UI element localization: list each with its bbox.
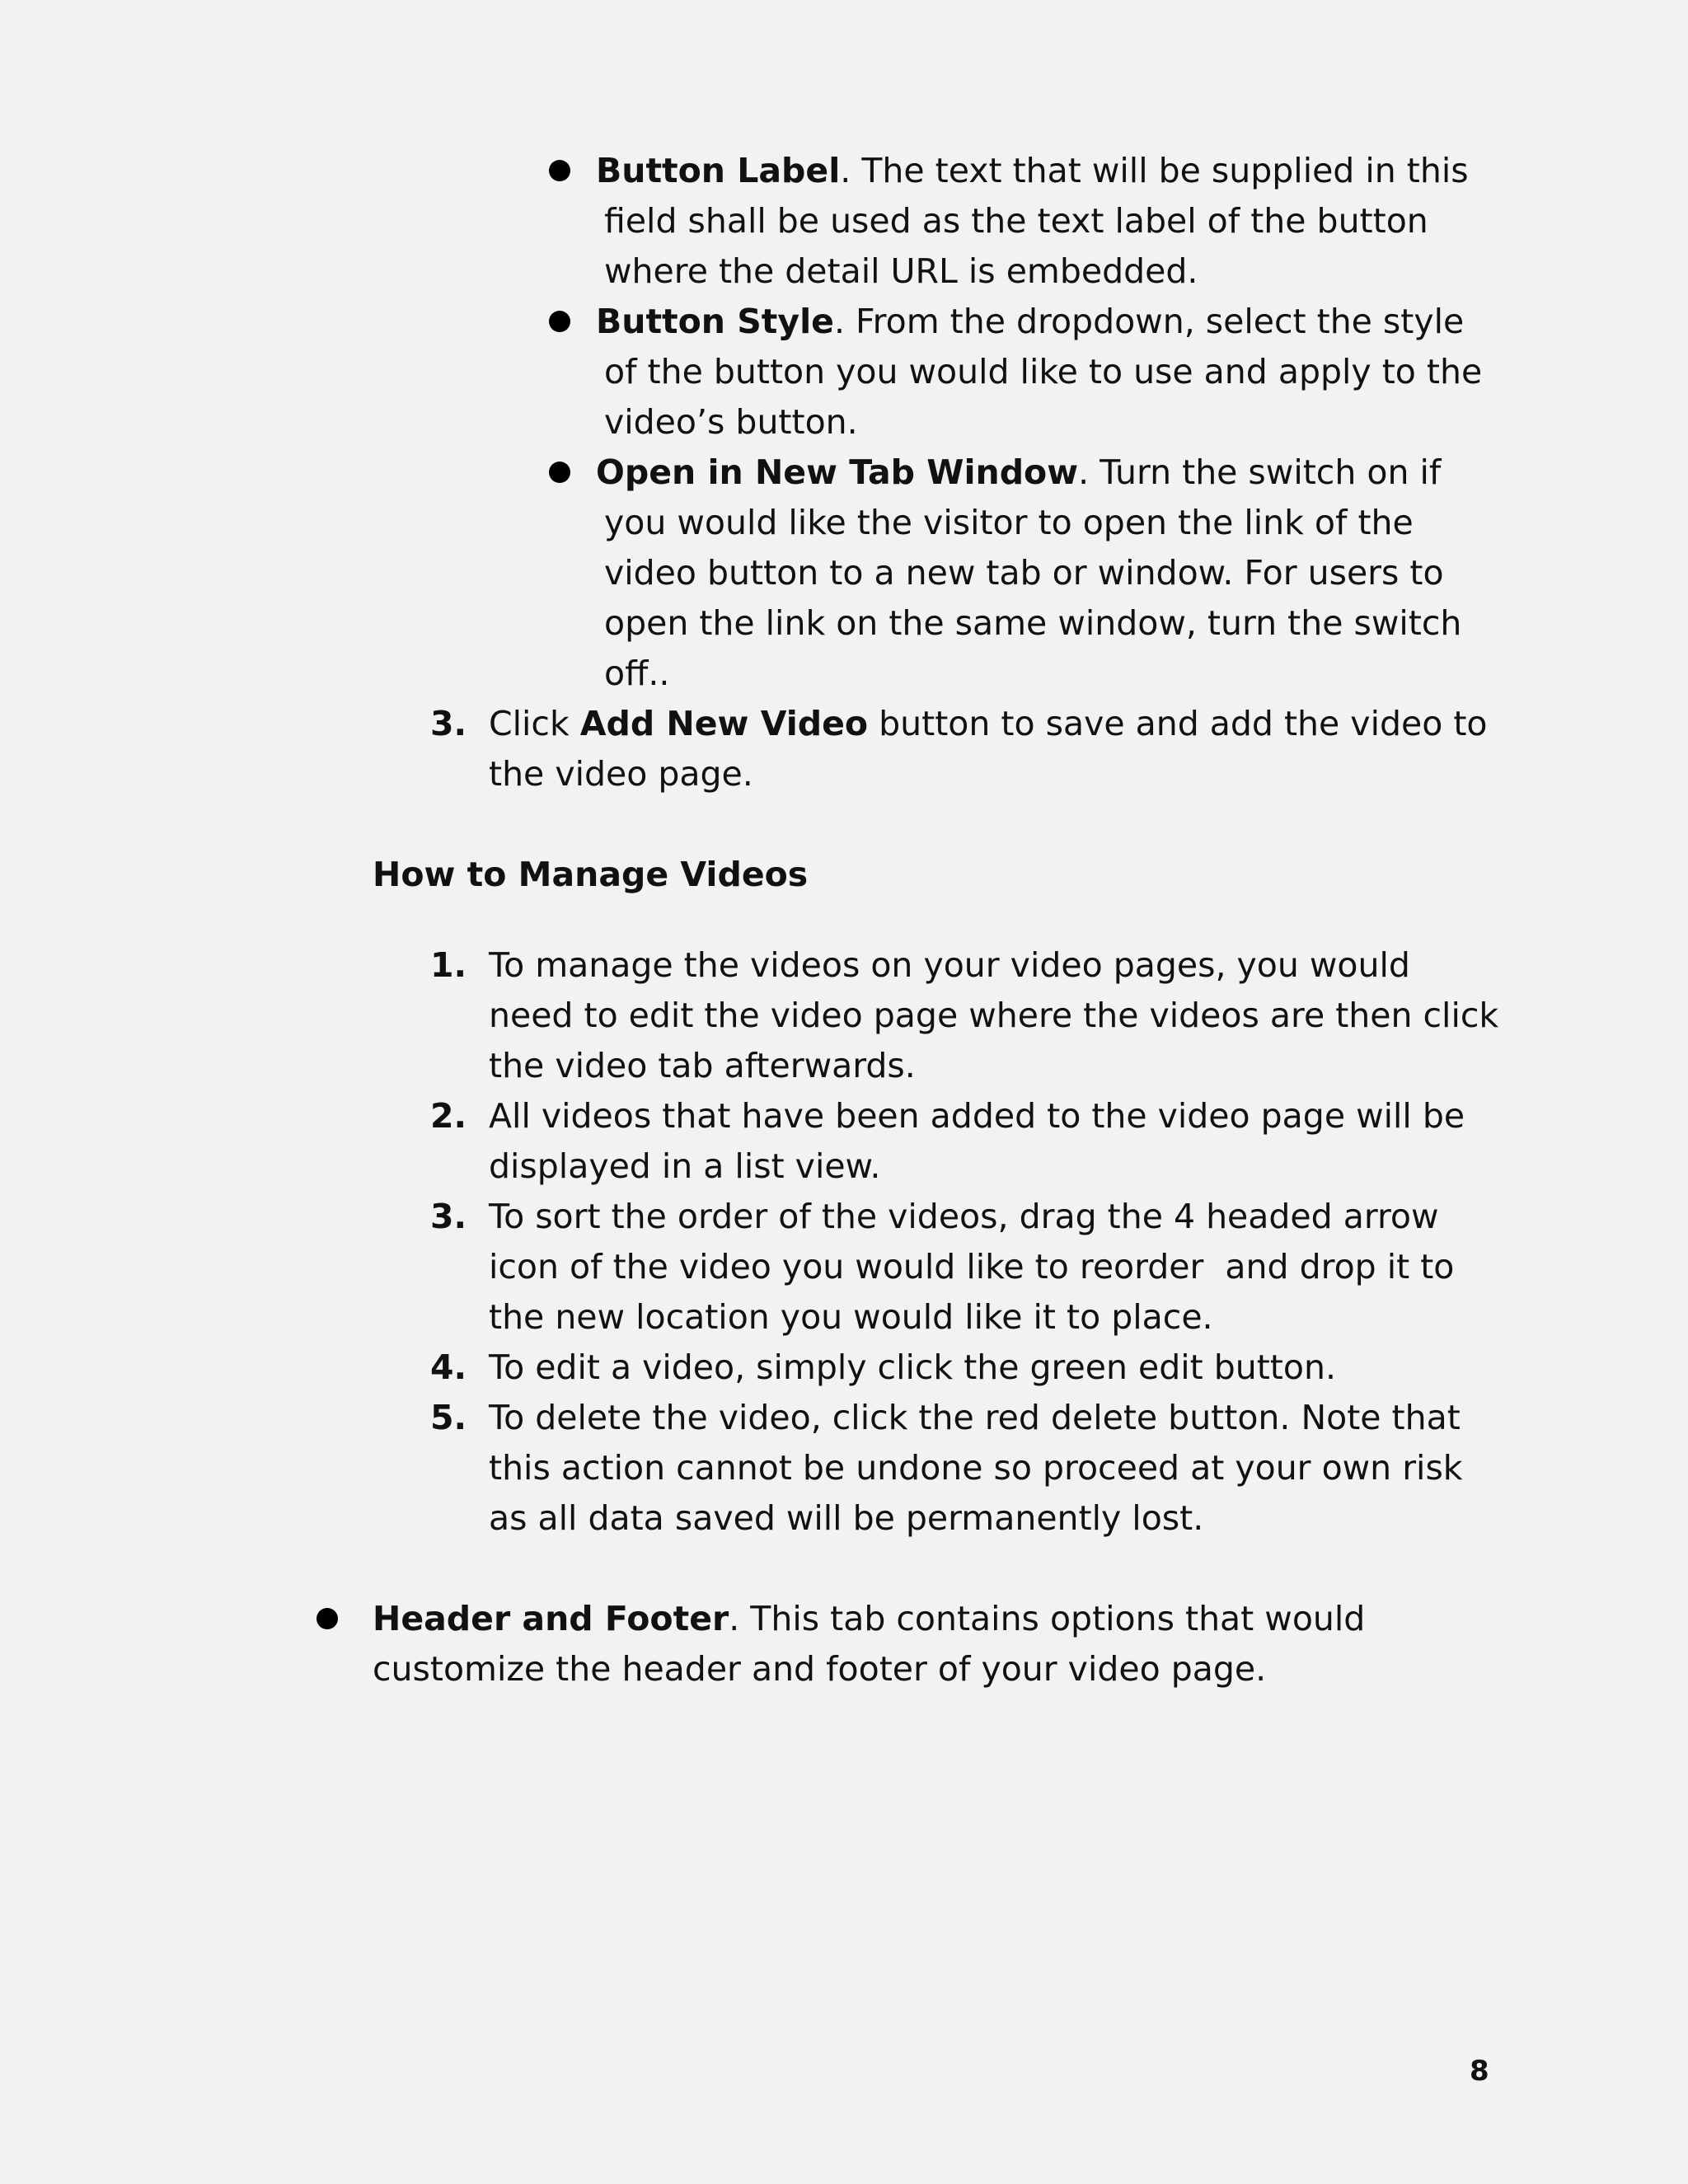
step-bold-text: Add New Video	[579, 704, 869, 743]
sub-bullet-button-label-line-2: field shall be used as the text label of the button	[604, 201, 1428, 241]
step-add-video-line-2: the video page.	[489, 754, 753, 794]
sub-bullet-term: Button Style	[596, 302, 834, 341]
sub-bullet-text: . The text that will be supplied in this	[840, 151, 1469, 190]
page-number: 8	[1470, 2055, 1489, 2088]
sub-bullet-button-label-line-1	[596, 146, 1469, 196]
sub-bullet-button-style-line-1	[596, 297, 1464, 347]
step-number: 4.	[430, 1347, 467, 1387]
sub-bullet-button-label-line-3: where the detail URL is embedded.	[604, 251, 1198, 291]
manage-step-4-line-1: To edit a video, simply click the green edit button.	[489, 1347, 1336, 1387]
step-number: 3.	[430, 1197, 467, 1236]
sub-bullet-new-tab-line-4: open the link on the same window, turn the switch	[604, 603, 1462, 643]
bullet-term: Header and Footer	[373, 1599, 729, 1638]
step-add-video-line-1	[489, 699, 1487, 749]
manage-step-1-line-3: the video tab afterwards.	[489, 1046, 916, 1085]
sub-bullet-term: Open in New Tab Window	[596, 452, 1079, 492]
manage-step-5-line-3: as all data saved will be permanently lost.	[489, 1498, 1204, 1538]
step-number: 1.	[430, 945, 467, 985]
manage-step-3-line-1: To sort the order of the videos, drag the 4 headed arrow	[489, 1197, 1439, 1236]
step-number: 2.	[430, 1096, 467, 1136]
sub-bullet-new-tab-line-1	[596, 448, 1441, 498]
manage-step-3-line-2: icon of the video you would like to reorder and drop it to	[489, 1247, 1455, 1286]
sub-bullet-new-tab-line-2: you would like the visitor to open the link of the	[604, 503, 1414, 542]
sub-bullet-term: Button Label	[596, 151, 841, 190]
sub-bullet-text: . From the dropdown, select the style	[833, 302, 1465, 341]
manage-step-5-line-2: this action cannot be undone so proceed at your own risk	[489, 1448, 1463, 1488]
bullet-icon	[549, 311, 570, 332]
sub-bullet-button-style-line-2: of the button you would like to use and apply to the	[604, 352, 1483, 391]
manage-step-5-line-1: To delete the video, click the red delete button. Note that	[489, 1398, 1461, 1437]
sub-bullet-new-tab-line-3: video button to a new tab or window. For users to	[604, 553, 1444, 593]
manage-step-3-line-3: the new location you would like it to place.	[489, 1297, 1213, 1337]
step-text: Click	[489, 704, 580, 743]
manage-step-1-line-1: To manage the videos on your video pages, you would	[489, 945, 1410, 985]
manage-step-2-line-2: displayed in a list view.	[489, 1146, 881, 1186]
bullet-text: . This tab contains options that would	[729, 1599, 1366, 1638]
sub-bullet-new-tab-line-5: off..	[604, 654, 670, 693]
sub-bullet-text: . Turn the switch on if	[1078, 452, 1442, 492]
manage-step-1-line-2: need to edit the video page where the videos are then click	[489, 996, 1499, 1035]
bullet-icon	[549, 462, 570, 483]
bullet-icon	[316, 1608, 338, 1629]
bullet-icon	[549, 160, 570, 181]
step-number: 5.	[430, 1398, 467, 1437]
sub-bullet-button-style-line-3: video’s button.	[604, 402, 858, 442]
step-number: 3.	[430, 704, 467, 743]
step-text: button to save and add the video to	[868, 704, 1488, 743]
header-footer-line-2: customize the header and footer of your video page.	[373, 1649, 1267, 1689]
section-heading: How to Manage Videos	[373, 855, 809, 894]
header-footer-line-1	[373, 1594, 1365, 1644]
manage-step-2-line-1: All videos that have been added to the video page will be	[489, 1096, 1465, 1136]
